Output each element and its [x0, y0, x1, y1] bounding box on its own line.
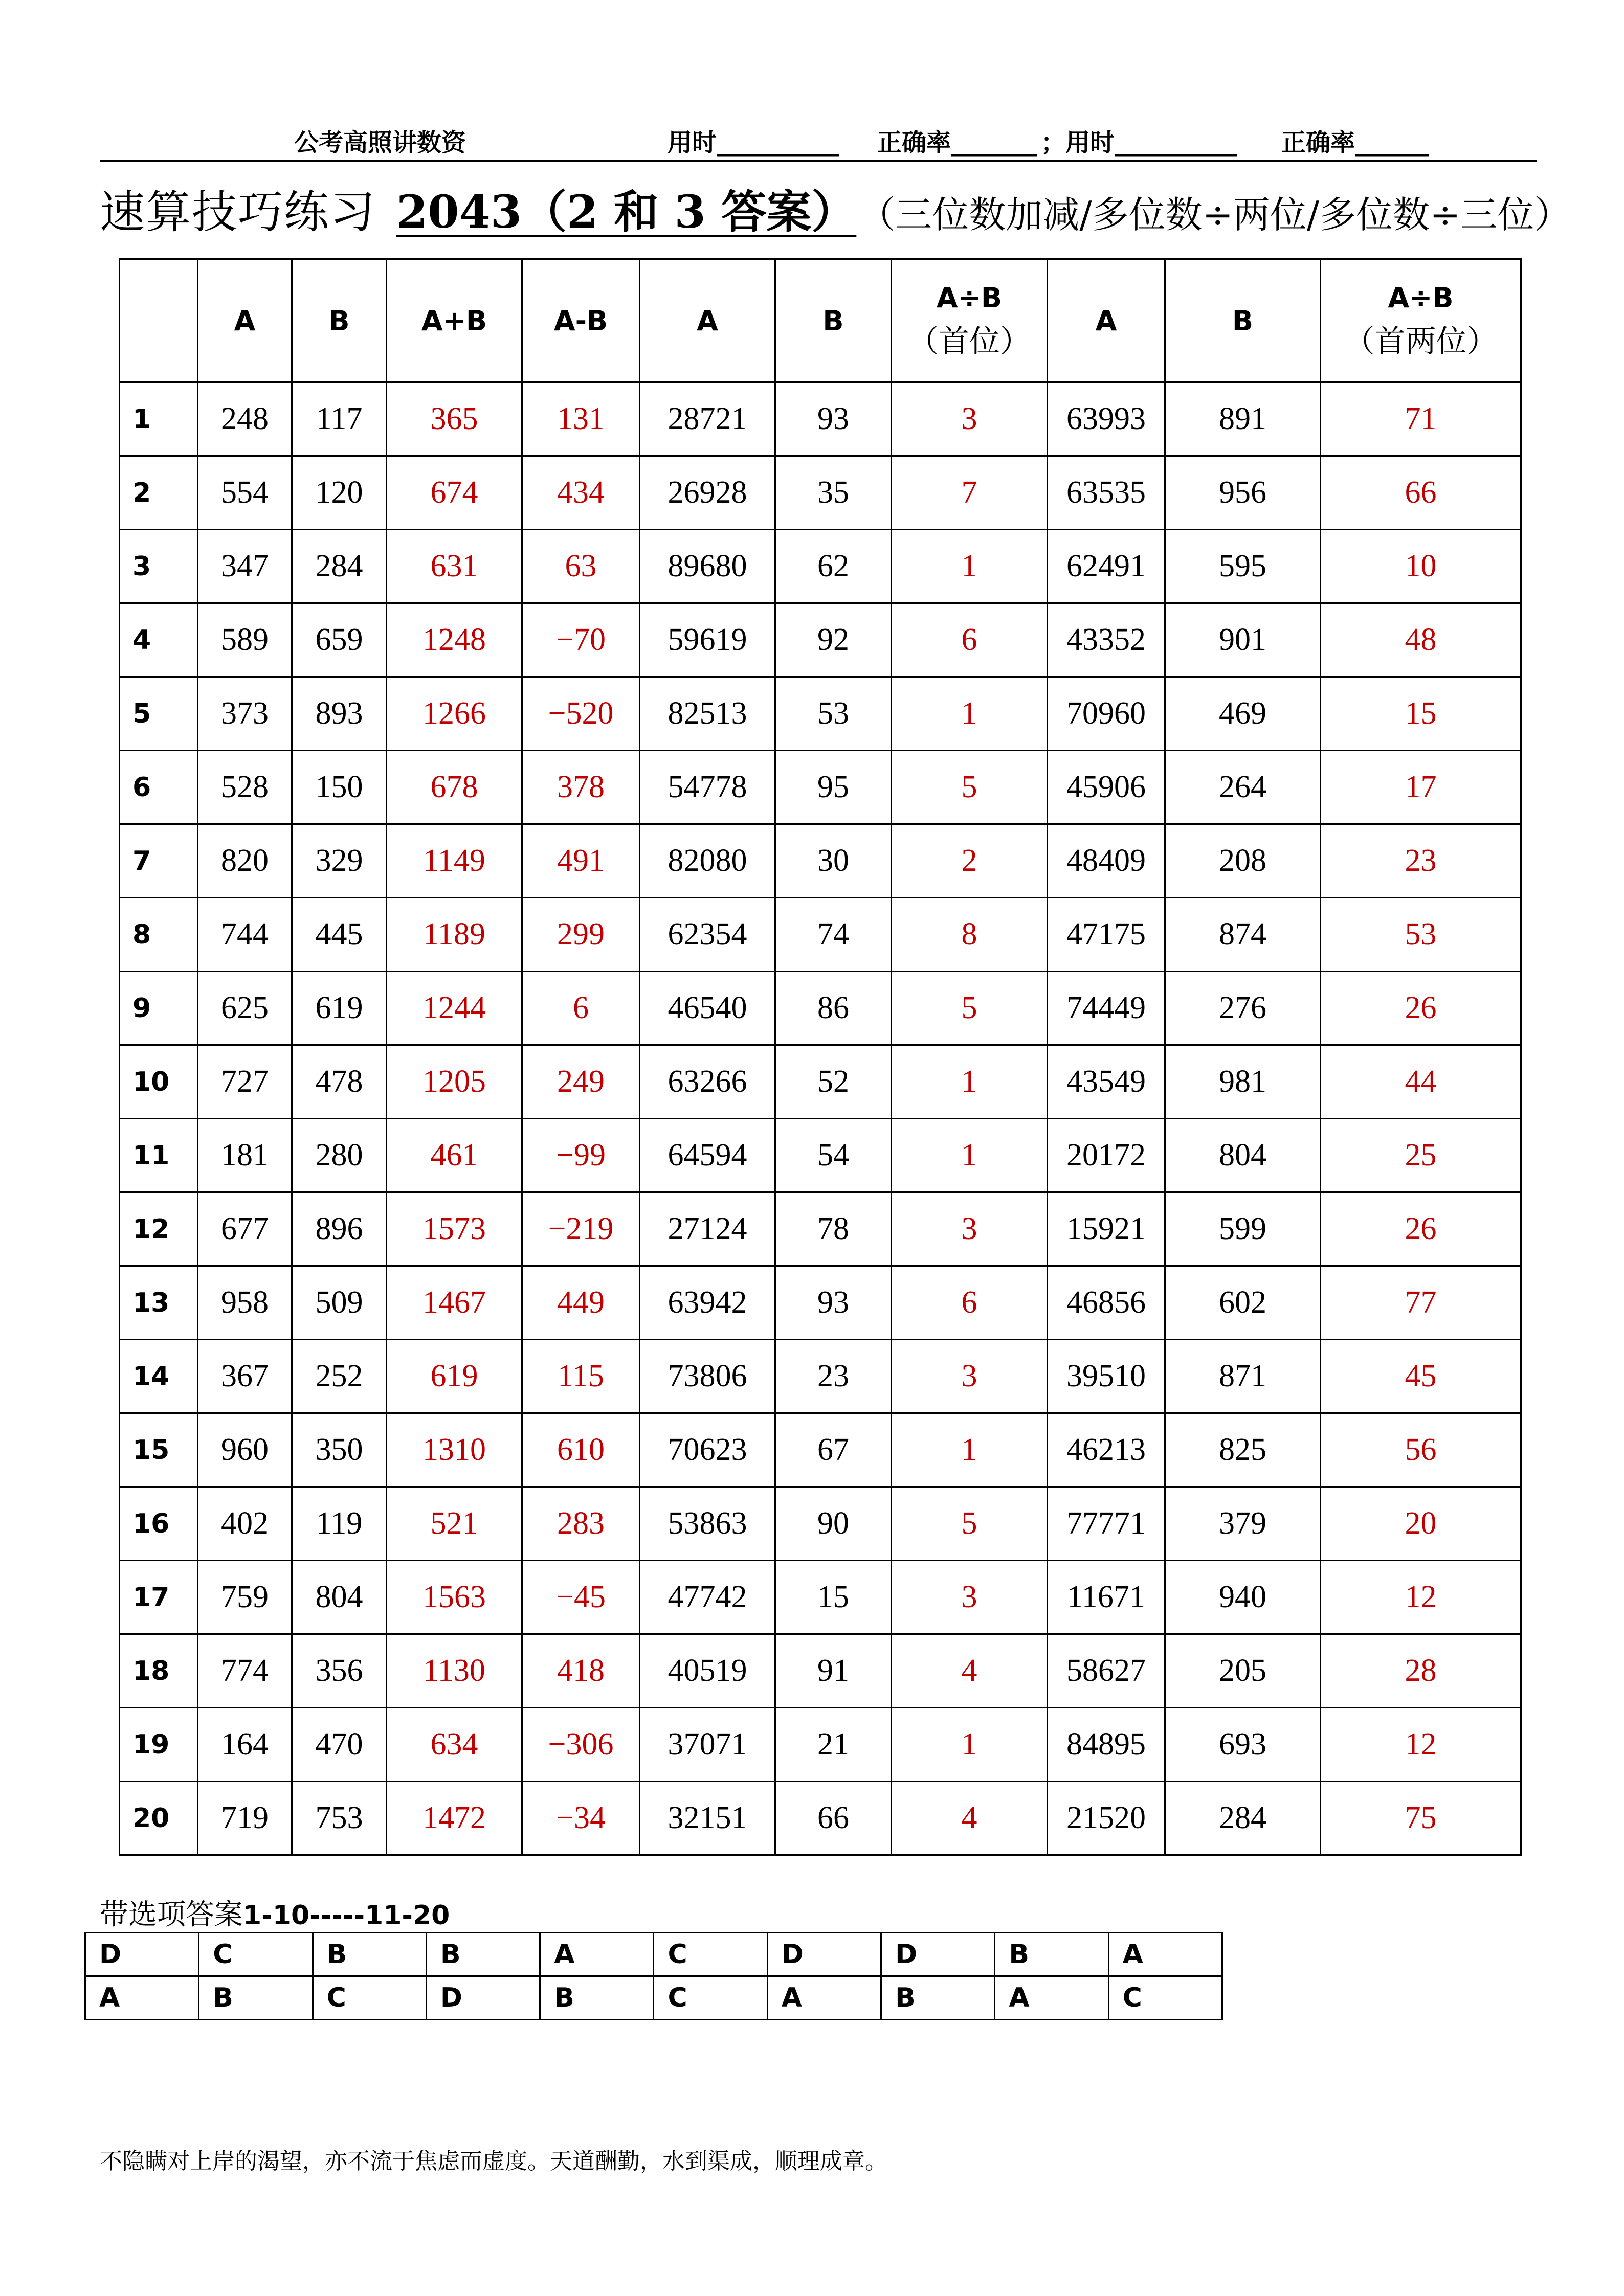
div1-answer: 3	[892, 1192, 1048, 1266]
row-index: 11	[120, 1119, 198, 1192]
b1-cell: 896	[292, 1192, 387, 1266]
footer-motto: 不隐瞒对上岸的渴望，亦不流于焦虑而虚度。天道酬勤，水到渠成，顺理成章。	[100, 2148, 887, 2174]
a2-cell: 82080	[640, 824, 775, 898]
row-index: 12	[120, 1192, 198, 1266]
b2-cell: 91	[775, 1634, 892, 1708]
header-div2-label: A÷B	[1388, 281, 1454, 314]
diff-answer: 6	[522, 972, 640, 1045]
a3-cell: 48409	[1048, 824, 1165, 898]
div2-answer: 10	[1321, 530, 1521, 603]
b3-cell: 940	[1165, 1561, 1321, 1634]
sum-answer: 1205	[387, 1045, 522, 1119]
div1-answer: 4	[892, 1782, 1048, 1855]
table-row	[120, 456, 1521, 530]
b3-cell: 981	[1165, 1045, 1321, 1119]
option-answer-cell: B	[995, 1933, 1108, 1976]
option-answer-cell: A	[540, 1933, 654, 1976]
b3-cell: 874	[1165, 898, 1321, 972]
sum-answer: 1472	[387, 1782, 522, 1855]
table-row	[120, 751, 1521, 824]
b2-cell: 93	[775, 1266, 892, 1340]
sum-answer: 461	[387, 1119, 522, 1192]
table-row	[120, 677, 1521, 751]
b2-cell: 23	[775, 1340, 892, 1413]
option-answer-cell: A	[767, 1976, 881, 2020]
table-row	[120, 898, 1521, 972]
header-divider	[100, 160, 1537, 162]
diff-answer: 63	[522, 530, 640, 603]
a1-cell: 774	[198, 1634, 292, 1708]
div2-answer: 15	[1321, 677, 1521, 751]
sum-answer: 1244	[387, 972, 522, 1045]
b1-cell: 470	[292, 1708, 387, 1782]
diff-answer: 378	[522, 751, 640, 824]
diff-answer: 491	[522, 824, 640, 898]
table-row	[120, 1708, 1521, 1782]
div1-answer: 1	[892, 1045, 1048, 1119]
a2-cell: 40519	[640, 1634, 775, 1708]
div1-answer: 8	[892, 898, 1048, 972]
a2-cell: 53863	[640, 1487, 775, 1561]
title-code: 2043（2 和 3 答案）	[396, 185, 857, 238]
a1-cell: 960	[198, 1413, 292, 1487]
worksheet-header	[100, 118, 1532, 164]
page-title	[100, 176, 1571, 243]
options-answer-table	[84, 1932, 1223, 2020]
a1-cell: 347	[198, 530, 292, 603]
diff-answer: −520	[522, 677, 640, 751]
a3-cell: 63535	[1048, 456, 1165, 530]
a3-cell: 46856	[1048, 1266, 1165, 1340]
b2-cell: 90	[775, 1487, 892, 1561]
table-row	[120, 1487, 1521, 1561]
header-div2	[1321, 259, 1521, 382]
option-answer-cell: C	[1108, 1976, 1222, 2020]
diff-answer: −45	[522, 1561, 640, 1634]
div1-answer: 2	[892, 824, 1048, 898]
option-answer-cell: A	[85, 1976, 199, 2020]
row-index: 2	[120, 456, 198, 530]
sum-answer: 619	[387, 1340, 522, 1413]
row-index: 8	[120, 898, 198, 972]
div2-answer: 26	[1321, 1192, 1521, 1266]
b2-cell: 30	[775, 824, 892, 898]
diff-answer: −70	[522, 603, 640, 677]
b1-cell: 356	[292, 1634, 387, 1708]
row-index: 1	[120, 382, 198, 456]
time-field-2: ；用时__________	[1041, 128, 1238, 157]
sum-answer: 1467	[387, 1266, 522, 1340]
a2-cell: 59619	[640, 603, 775, 677]
a1-cell: 402	[198, 1487, 292, 1561]
a2-cell: 89680	[640, 530, 775, 603]
b3-cell: 599	[1165, 1192, 1321, 1266]
a3-cell: 84895	[1048, 1708, 1165, 1782]
table-row	[120, 1045, 1521, 1119]
div2-answer: 20	[1321, 1487, 1521, 1561]
a1-cell: 820	[198, 824, 292, 898]
row-index: 7	[120, 824, 198, 898]
row-index: 6	[120, 751, 198, 824]
a1-cell: 373	[198, 677, 292, 751]
div2-answer: 53	[1321, 898, 1521, 972]
b2-cell: 74	[775, 898, 892, 972]
a1-cell: 367	[198, 1340, 292, 1413]
header-b3: B	[1165, 259, 1321, 382]
options-row	[85, 1933, 1222, 1976]
a1-cell: 589	[198, 603, 292, 677]
a2-cell: 64594	[640, 1119, 775, 1192]
b1-cell: 478	[292, 1045, 387, 1119]
sum-answer: 1310	[387, 1413, 522, 1487]
diff-answer: −219	[522, 1192, 640, 1266]
div2-answer: 44	[1321, 1045, 1521, 1119]
a1-cell: 677	[198, 1192, 292, 1266]
accuracy-field-2: 正确率______	[1281, 128, 1429, 157]
b3-cell: 208	[1165, 824, 1321, 898]
title-main: 速算技巧练习	[100, 186, 376, 238]
accuracy-field-1: 正确率_______	[877, 128, 1037, 157]
a2-cell: 46540	[640, 972, 775, 1045]
b3-cell: 693	[1165, 1708, 1321, 1782]
a3-cell: 63993	[1048, 382, 1165, 456]
header-b2: B	[775, 259, 892, 382]
table-header-row	[120, 259, 1521, 382]
option-answer-cell: D	[881, 1933, 995, 1976]
sum-answer: 634	[387, 1708, 522, 1782]
b2-cell: 15	[775, 1561, 892, 1634]
header-div1-sub: （首位）	[908, 323, 1031, 359]
author-label: 公考高照讲数资	[294, 128, 466, 157]
b2-cell: 95	[775, 751, 892, 824]
b2-cell: 53	[775, 677, 892, 751]
b1-cell: 329	[292, 824, 387, 898]
div2-answer: 25	[1321, 1119, 1521, 1192]
diff-answer: 131	[522, 382, 640, 456]
practice-table	[119, 258, 1522, 1856]
row-index: 5	[120, 677, 198, 751]
b1-cell: 893	[292, 677, 387, 751]
a1-cell: 554	[198, 456, 292, 530]
diff-answer: −306	[522, 1708, 640, 1782]
option-answer-cell: B	[540, 1976, 654, 2020]
options-row	[85, 1976, 1222, 2020]
b3-cell: 602	[1165, 1266, 1321, 1340]
row-index: 15	[120, 1413, 198, 1487]
a2-cell: 28721	[640, 382, 775, 456]
options-title	[100, 1892, 450, 1933]
row-index: 14	[120, 1340, 198, 1413]
b2-cell: 66	[775, 1782, 892, 1855]
header-sum: A+B	[387, 259, 522, 382]
a2-cell: 37071	[640, 1708, 775, 1782]
b2-cell: 54	[775, 1119, 892, 1192]
a3-cell: 45906	[1048, 751, 1165, 824]
div2-answer: 12	[1321, 1708, 1521, 1782]
option-answer-cell: C	[654, 1933, 767, 1976]
a2-cell: 62354	[640, 898, 775, 972]
b3-cell: 804	[1165, 1119, 1321, 1192]
a1-cell: 625	[198, 972, 292, 1045]
b3-cell: 825	[1165, 1413, 1321, 1487]
header-div2-sub: （首两位）	[1344, 323, 1498, 359]
div2-answer: 75	[1321, 1782, 1521, 1855]
div2-answer: 17	[1321, 751, 1521, 824]
table-row	[120, 603, 1521, 677]
b1-cell: 280	[292, 1119, 387, 1192]
a1-cell: 164	[198, 1708, 292, 1782]
div1-answer: 1	[892, 1708, 1048, 1782]
a1-cell: 181	[198, 1119, 292, 1192]
table-row	[120, 972, 1521, 1045]
div1-answer: 6	[892, 603, 1048, 677]
diff-answer: 449	[522, 1266, 640, 1340]
b2-cell: 21	[775, 1708, 892, 1782]
header-div1	[892, 259, 1048, 382]
div1-answer: 1	[892, 1413, 1048, 1487]
div2-answer: 12	[1321, 1561, 1521, 1634]
a1-cell: 719	[198, 1782, 292, 1855]
header-a2: A	[640, 259, 775, 382]
b2-cell: 92	[775, 603, 892, 677]
sum-answer: 678	[387, 751, 522, 824]
diff-answer: 434	[522, 456, 640, 530]
b3-cell: 284	[1165, 1782, 1321, 1855]
option-answer-cell: D	[767, 1933, 881, 1976]
a3-cell: 46213	[1048, 1413, 1165, 1487]
sum-answer: 1563	[387, 1561, 522, 1634]
div1-answer: 1	[892, 1119, 1048, 1192]
a3-cell: 43352	[1048, 603, 1165, 677]
a3-cell: 20172	[1048, 1119, 1165, 1192]
option-answer-cell: B	[313, 1933, 426, 1976]
b1-cell: 252	[292, 1340, 387, 1413]
b1-cell: 119	[292, 1487, 387, 1561]
diff-answer: 115	[522, 1340, 640, 1413]
b1-cell: 659	[292, 603, 387, 677]
a3-cell: 70960	[1048, 677, 1165, 751]
header-b1: B	[292, 259, 387, 382]
option-answer-cell: D	[426, 1976, 540, 2020]
sum-answer: 1149	[387, 824, 522, 898]
a3-cell: 15921	[1048, 1192, 1165, 1266]
table-row	[120, 824, 1521, 898]
row-index: 10	[120, 1045, 198, 1119]
diff-answer: 418	[522, 1634, 640, 1708]
b2-cell: 35	[775, 456, 892, 530]
a1-cell: 759	[198, 1561, 292, 1634]
div1-answer: 3	[892, 1561, 1048, 1634]
b1-cell: 284	[292, 530, 387, 603]
table-row	[120, 1119, 1521, 1192]
header-diff: A-B	[522, 259, 640, 382]
table-row	[120, 530, 1521, 603]
div1-answer: 7	[892, 456, 1048, 530]
div1-answer: 6	[892, 1266, 1048, 1340]
b3-cell: 264	[1165, 751, 1321, 824]
row-index: 16	[120, 1487, 198, 1561]
b2-cell: 52	[775, 1045, 892, 1119]
a3-cell: 62491	[1048, 530, 1165, 603]
b1-cell: 120	[292, 456, 387, 530]
diff-answer: 283	[522, 1487, 640, 1561]
option-answer-cell: A	[1108, 1933, 1222, 1976]
div2-answer: 48	[1321, 603, 1521, 677]
b1-cell: 150	[292, 751, 387, 824]
options-title-prefix: 带选项答案	[100, 1898, 243, 1931]
a1-cell: 958	[198, 1266, 292, 1340]
b3-cell: 379	[1165, 1487, 1321, 1561]
sum-answer: 1130	[387, 1634, 522, 1708]
a2-cell: 63266	[640, 1045, 775, 1119]
div2-answer: 26	[1321, 972, 1521, 1045]
table-row	[120, 1634, 1521, 1708]
a1-cell: 727	[198, 1045, 292, 1119]
row-index: 19	[120, 1708, 198, 1782]
row-index: 17	[120, 1561, 198, 1634]
header-index	[120, 259, 198, 382]
option-answer-cell: B	[199, 1976, 313, 2020]
option-answer-cell: C	[654, 1976, 767, 2020]
sum-answer: 521	[387, 1487, 522, 1561]
table-row	[120, 1192, 1521, 1266]
table-row	[120, 1340, 1521, 1413]
a1-cell: 528	[198, 751, 292, 824]
div1-answer: 5	[892, 972, 1048, 1045]
row-index: 9	[120, 972, 198, 1045]
a3-cell: 74449	[1048, 972, 1165, 1045]
option-answer-cell: C	[313, 1976, 426, 2020]
diff-answer: −34	[522, 1782, 640, 1855]
div1-answer: 4	[892, 1634, 1048, 1708]
a3-cell: 39510	[1048, 1340, 1165, 1413]
table-row	[120, 1782, 1521, 1855]
b3-cell: 595	[1165, 530, 1321, 603]
div2-answer: 77	[1321, 1266, 1521, 1340]
a3-cell: 43549	[1048, 1045, 1165, 1119]
div1-answer: 5	[892, 751, 1048, 824]
sum-answer: 365	[387, 382, 522, 456]
header-a3: A	[1048, 259, 1165, 382]
b3-cell: 891	[1165, 382, 1321, 456]
b1-cell: 350	[292, 1413, 387, 1487]
sum-answer: 1573	[387, 1192, 522, 1266]
div1-answer: 5	[892, 1487, 1048, 1561]
b1-cell: 117	[292, 382, 387, 456]
b3-cell: 276	[1165, 972, 1321, 1045]
b2-cell: 78	[775, 1192, 892, 1266]
b1-cell: 445	[292, 898, 387, 972]
table-row	[120, 1266, 1521, 1340]
diff-answer: 610	[522, 1413, 640, 1487]
b1-cell: 509	[292, 1266, 387, 1340]
b1-cell: 619	[292, 972, 387, 1045]
b1-cell: 804	[292, 1561, 387, 1634]
b2-cell: 67	[775, 1413, 892, 1487]
a2-cell: 47742	[640, 1561, 775, 1634]
div1-answer: 1	[892, 677, 1048, 751]
div1-answer: 3	[892, 1340, 1048, 1413]
diff-answer: 299	[522, 898, 640, 972]
b2-cell: 62	[775, 530, 892, 603]
option-answer-cell: B	[426, 1933, 540, 1976]
row-index: 13	[120, 1266, 198, 1340]
row-index: 4	[120, 603, 198, 677]
a2-cell: 73806	[640, 1340, 775, 1413]
sum-answer: 1248	[387, 603, 522, 677]
option-answer-cell: C	[199, 1933, 313, 1976]
div1-answer: 1	[892, 530, 1048, 603]
header-a1: A	[198, 259, 292, 382]
sum-answer: 631	[387, 530, 522, 603]
a3-cell: 11671	[1048, 1561, 1165, 1634]
option-answer-cell: A	[995, 1976, 1108, 2020]
div2-answer: 28	[1321, 1634, 1521, 1708]
table-row	[120, 382, 1521, 456]
a3-cell: 77771	[1048, 1487, 1165, 1561]
b3-cell: 205	[1165, 1634, 1321, 1708]
a2-cell: 82513	[640, 677, 775, 751]
a3-cell: 47175	[1048, 898, 1165, 972]
b2-cell: 86	[775, 972, 892, 1045]
div2-answer: 45	[1321, 1340, 1521, 1413]
table-row	[120, 1413, 1521, 1487]
option-answer-cell: B	[881, 1976, 995, 2020]
b3-cell: 956	[1165, 456, 1321, 530]
a2-cell: 70623	[640, 1413, 775, 1487]
sum-answer: 1266	[387, 677, 522, 751]
time-field-1: 用时__________	[668, 128, 840, 157]
div2-answer: 71	[1321, 382, 1521, 456]
a2-cell: 54778	[640, 751, 775, 824]
header-div1-label: A÷B	[936, 281, 1003, 314]
div2-answer: 23	[1321, 824, 1521, 898]
option-answer-cell: D	[85, 1933, 199, 1976]
options-title-range: 1-10-----11-20	[243, 1900, 450, 1931]
sum-answer: 674	[387, 456, 522, 530]
diff-answer: 249	[522, 1045, 640, 1119]
b3-cell: 901	[1165, 603, 1321, 677]
b1-cell: 753	[292, 1782, 387, 1855]
a2-cell: 26928	[640, 456, 775, 530]
a3-cell: 21520	[1048, 1782, 1165, 1855]
a2-cell: 32151	[640, 1782, 775, 1855]
table-row	[120, 1561, 1521, 1634]
a2-cell: 27124	[640, 1192, 775, 1266]
sum-answer: 1189	[387, 898, 522, 972]
a1-cell: 248	[198, 382, 292, 456]
div2-answer: 56	[1321, 1413, 1521, 1487]
b3-cell: 871	[1165, 1340, 1321, 1413]
a3-cell: 58627	[1048, 1634, 1165, 1708]
div2-answer: 66	[1321, 456, 1521, 530]
div1-answer: 3	[892, 382, 1048, 456]
row-index: 3	[120, 530, 198, 603]
a1-cell: 744	[198, 898, 292, 972]
row-index: 20	[120, 1782, 198, 1855]
a2-cell: 63942	[640, 1266, 775, 1340]
b3-cell: 469	[1165, 677, 1321, 751]
row-index: 18	[120, 1634, 198, 1708]
diff-answer: −99	[522, 1119, 640, 1192]
b2-cell: 93	[775, 382, 892, 456]
title-subtitle: （三位数加减/多位数÷两位/多位数÷三位）	[877, 193, 1571, 236]
